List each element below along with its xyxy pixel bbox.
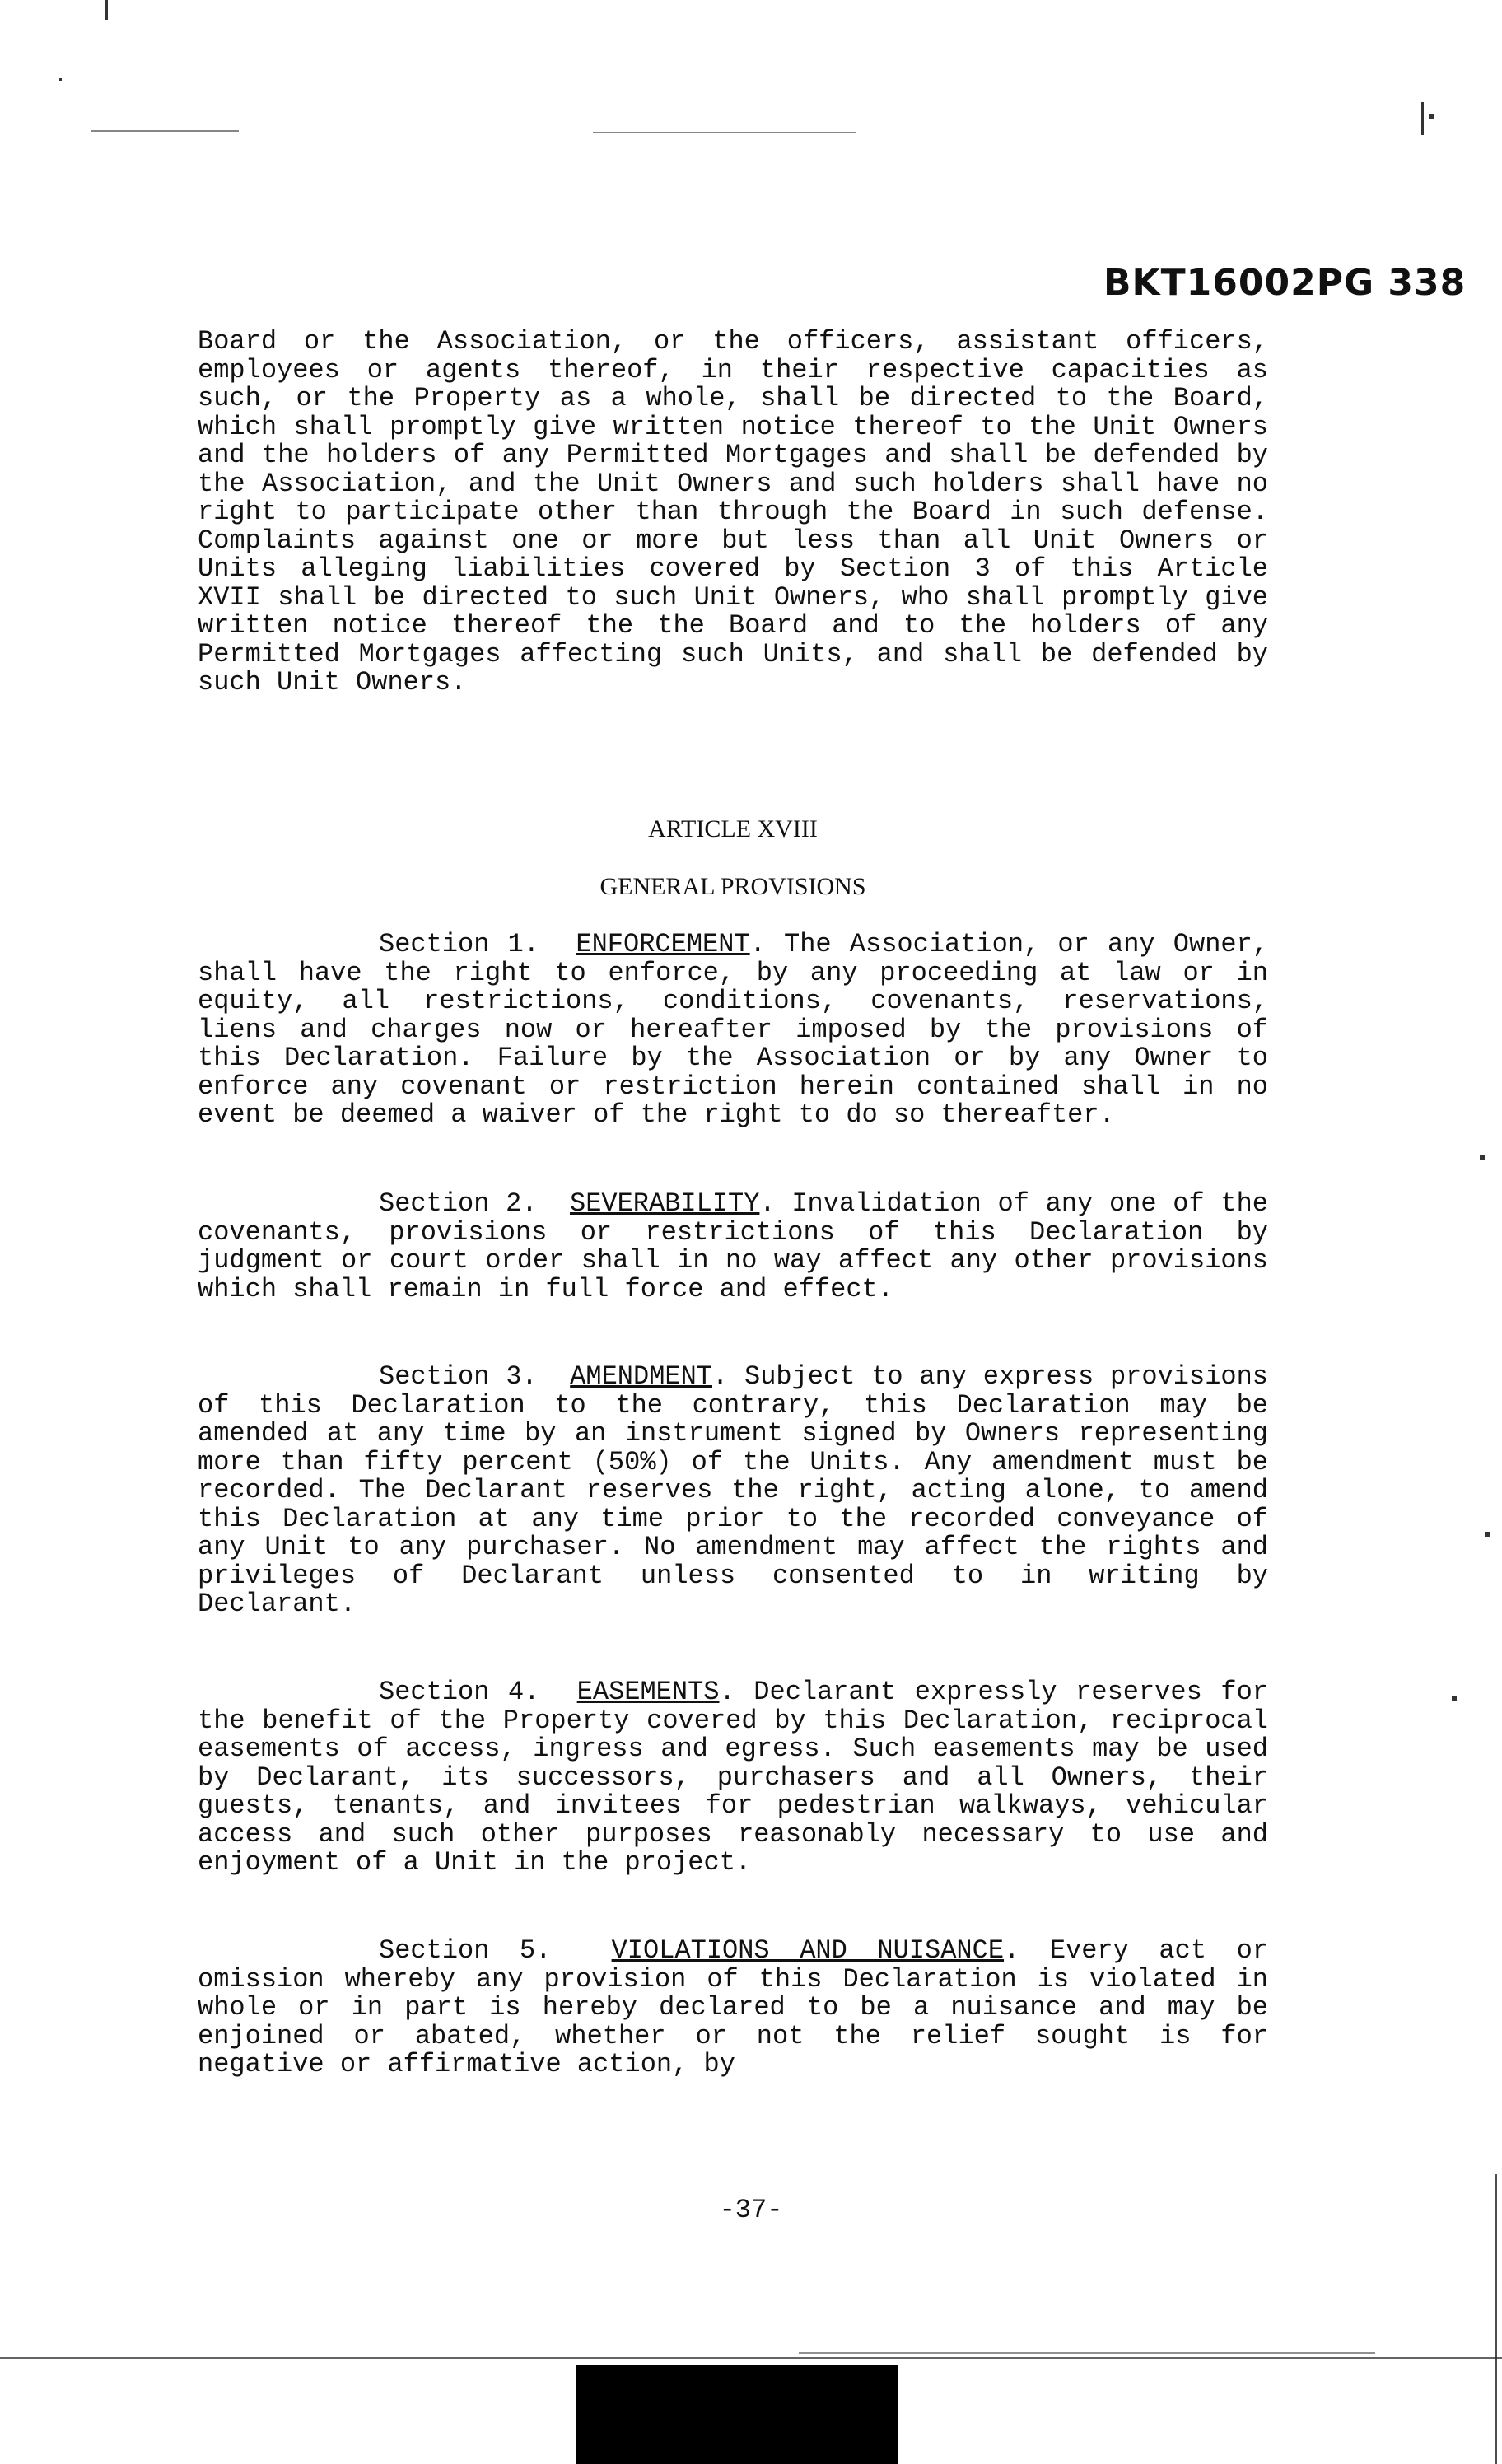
scan-mark: [1485, 1532, 1490, 1537]
scan-mark: [1429, 114, 1434, 119]
section-3: [198, 1363, 1268, 1619]
section-title: EASEMENTS: [576, 1677, 720, 1707]
section-number: Section 5.: [379, 1935, 552, 1966]
scan-mark: [59, 78, 62, 81]
section-text: . Every act or omission whereby any provision of this Declaration is violated in whole or in part is hereby declared to be a nuisance and may be enjoined or abated, whether or not the relief sought is for negative or affirmative action, by: [198, 1935, 1269, 2079]
section-number: Section 3.: [379, 1361, 538, 1392]
section-1: [198, 931, 1268, 1130]
section-text: . Declarant expressly reserves for the benefit of the Property covered by this Declaration, reciprocal easements of access, ingress and egress. Such easements may be used by Declarant, its successors, purchasers and all Owners, their guests, tenants, and invitees for pedestrian walkways, vehicular access and such other purposes reasonably necessary to use and enjoyment of a Unit in the project.: [198, 1677, 1269, 1878]
scan-mark: [1452, 1696, 1457, 1701]
scan-black-bar: [576, 2365, 898, 2464]
scan-edge-line: [0, 2357, 1502, 2359]
scan-mark: [1480, 1155, 1485, 1160]
section-number: Section 4.: [379, 1677, 540, 1707]
scan-dash-line: [91, 130, 239, 132]
section-number: Section 2.: [379, 1188, 538, 1219]
section-text: . Subject to any express provisions of this Declaration to the contrary, this Declaration may be amended at any time by an instrument signed by Owners representing more than fifty percent (50%) of the Units. Any amendment must be recorded. The Declarant reserves the right, acting alone, to amend this Declaration at any time prior to the recorded conveyance of any Unit to any purchaser. No amendment may affect the rights and privileges of Declarant unless consented to in writing by Declarant.: [198, 1361, 1268, 1619]
section-title: AMENDMENT: [570, 1361, 712, 1392]
section-number: Section 1.: [379, 929, 540, 959]
article-heading: ARTICLE XVIII: [648, 815, 818, 842]
scan-dash-line: [593, 132, 856, 133]
section-text: . Invalidation of any one of the covenants, provisions or restrictions of this Declaration by judgment or court order shall in no way affect any other provisions which shall remain in full force and effect.: [198, 1188, 1269, 1304]
section-4: [198, 1678, 1268, 1878]
section-5: [198, 1937, 1268, 2079]
section-title: ENFORCEMENT: [576, 929, 750, 959]
scan-mark: [105, 0, 108, 20]
section-title: VIOLATIONS AND NUISANCE: [611, 1935, 1005, 1966]
section-text: . The Association, or any Owner, shall have the right to enforce, by any proceeding at law or in equity, all restrictions, conditions, covenants, reservations, liens and charges now or hereafter imposed by the provisions of this Declaration. Failure by the Association or by any Owner to enforce any covenant or restriction herein contained shall in no event be deemed a waiver of the right to do so thereafter.: [198, 929, 1269, 1130]
section-2: [198, 1190, 1268, 1304]
scan-dash-line: [799, 2352, 1375, 2354]
book-page-stamp: BKT16002PG 338: [1103, 262, 1467, 304]
intro-paragraph-block: [198, 328, 1268, 698]
scan-mark: [1421, 102, 1424, 135]
intro-paragraph: Board or the Association, or the officers, assistant officers, employees or agents thereof, in their respective capacities as such, or the Property as a whole, shall be directed to the Board, which shall promptly give written notice thereof to the Unit Owners and the holders of any Permitted Mortgages and shall be defended by the Association, and the Unit Owners and such holders shall have no right to participate other than through the Board in such defense. Complaints against one or more but less than all Unit Owners or Units alleging liabilities covered by Section 3 of this Article XVII shall be directed to such Unit Owners, who shall promptly give written notice thereof the the Board and to the holders of any Permitted Mortgages affecting such Units, and shall be defended by such Unit Owners.: [198, 326, 1268, 698]
article-subheading: GENERAL PROVISIONS: [599, 873, 866, 900]
page-number: -37-: [719, 2195, 783, 2225]
section-title: SEVERABILITY: [569, 1188, 760, 1219]
